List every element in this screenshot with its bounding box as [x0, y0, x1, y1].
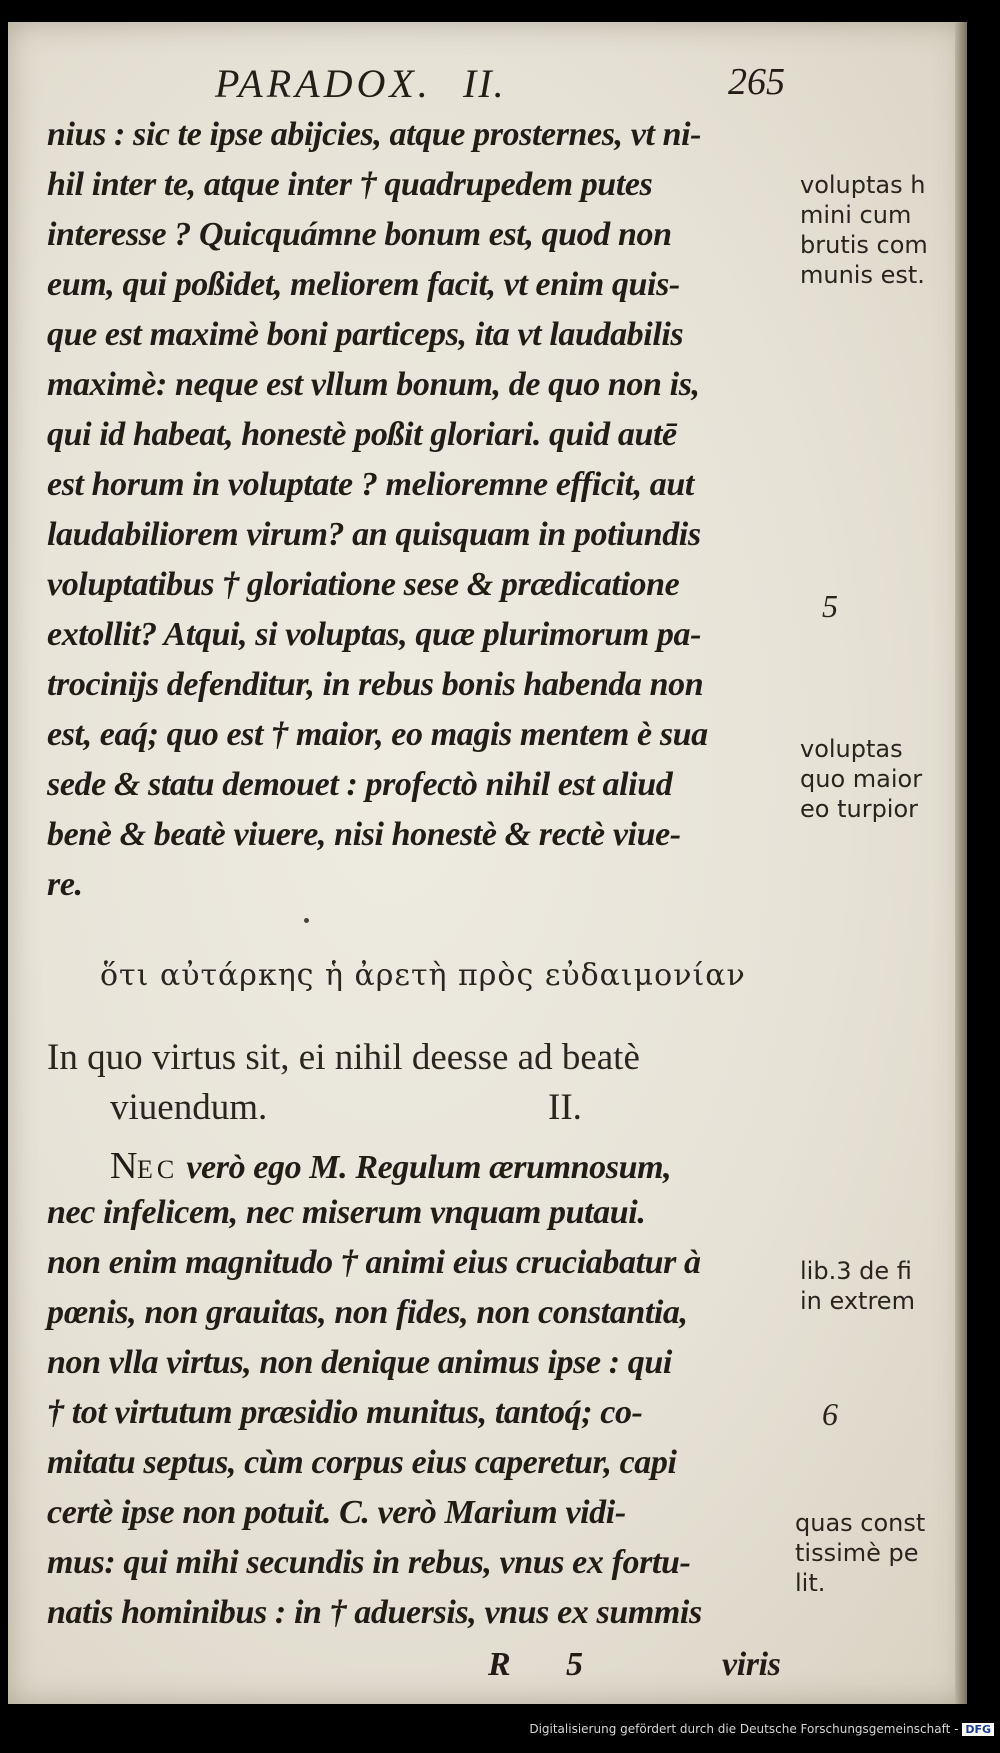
margin-note	[795, 1508, 925, 1598]
catchword: viris	[722, 1646, 781, 1683]
small-caps: EC	[137, 1155, 179, 1184]
running-head	[0, 60, 958, 110]
text-line: nius : sic te ipse abijcies, atque prosternes, vt ni-	[47, 116, 702, 153]
text-line: eum, qui poßidet, meliorem facit, vt enim quis-	[47, 266, 680, 303]
text-line: hil inter te, atque inter † quadrupedem putes	[47, 166, 653, 203]
text-line: certè ipse non potuit. C. verò Marium vidi-	[47, 1494, 626, 1531]
text-line: benè & beatè viuere, nisi honestè & rectè viue-	[47, 816, 681, 853]
text-line: sede & statu demouet : profectò nihil est aliud	[47, 766, 673, 803]
section-numeral: II.	[548, 1087, 582, 1128]
text-line: nec infelicem, nec miserum vnquam putaui.	[47, 1194, 646, 1231]
text-line: re.	[47, 866, 83, 903]
text-line: voluptatibus † gloriatione sese & prædicatione	[47, 566, 680, 603]
section-heading-line1: In quo virtus sit, ei nihil deesse ad beatè	[47, 1037, 640, 1078]
text-line: non enim magnitudo † animi eius cruciabatur à	[47, 1244, 701, 1281]
text-line: qui id habeat, honestè poßit gloriari. quid autē	[47, 416, 677, 453]
running-head-numeral: II.	[463, 61, 506, 106]
text-line: mus: qui mihi secundis in rebus, vnus ex fortu-	[47, 1544, 691, 1581]
margin-note-line: quas const	[795, 1509, 926, 1537]
margin-note-line: lit.	[795, 1569, 826, 1597]
signature-number: 5	[566, 1646, 583, 1683]
text-line: pœnis, non grauitas, non fides, non constantia,	[47, 1294, 688, 1331]
page-edge	[955, 22, 967, 1704]
text-line: mitatu septus, cùm corpus eius caperetur, capi	[47, 1444, 677, 1481]
margin-note-line: voluptas h	[800, 171, 926, 199]
margin-note	[800, 734, 922, 824]
margin-note-line: tissimè pe	[795, 1539, 919, 1567]
text-line: interesse ? Quicquámne bonum est, quod non	[47, 216, 672, 253]
footer-text: Digitalisierung gefördert durch die Deutsche Forschungsgemeinschaft -	[529, 1722, 959, 1736]
section-heading-line2: viuendum.	[110, 1087, 268, 1128]
margin-note-line: voluptas	[800, 735, 903, 763]
margin-note-line: in extrem	[800, 1287, 915, 1315]
text-line: est horum in voluptate ? melioremne efficit, aut	[47, 466, 694, 503]
text-line: natis hominibus : in † aduersis, vnus ex summis	[47, 1594, 702, 1631]
margin-number: 6	[822, 1396, 838, 1432]
margin-note-line: munis est.	[800, 261, 925, 289]
margin-note	[800, 170, 928, 290]
text-line: trocinijs defenditur, in rebus bonis habenda non	[47, 666, 704, 703]
margin-note-line: lib.3 de fi	[800, 1257, 912, 1285]
text-line: † tot virtutum præsidio munitus, tantoq́; co-	[47, 1394, 643, 1431]
running-head-title: PARADOX.	[215, 61, 432, 106]
dfg-logo: DFG	[962, 1723, 994, 1736]
text-line: non vlla virtus, non denique animus ipse : qui	[47, 1344, 672, 1381]
text-line: est, eaq́; quo est † maior, eo magis mentem è sua	[47, 716, 708, 753]
margin-note-line: mini cum	[800, 201, 912, 229]
signature-mark: R	[488, 1646, 511, 1683]
margin-note-line: eo turpior	[800, 795, 919, 823]
text-line: extollit? Atqui, si voluptas, quæ plurimorum pa-	[47, 616, 701, 653]
text-fragment: verò ego M. Regulum ærumnosum,	[178, 1149, 672, 1186]
text-line: maximè: neque est vllum bonum, de quo non is,	[47, 366, 700, 403]
margin-note	[800, 1256, 915, 1316]
text-line: laudabiliorem virum? an quisquam in potiundis	[47, 516, 701, 553]
text-line-first	[110, 1144, 671, 1188]
ink-speck	[304, 918, 309, 923]
margin-note-line: quo maior	[800, 765, 923, 793]
initial-letter: N	[110, 1145, 138, 1187]
greek-heading: ὅτι αὐτάρκης ἡ ἀρετὴ πρὸς εὐδαιμονίαν	[100, 958, 746, 993]
digitization-footer	[0, 1722, 1000, 1736]
page-number: 265	[728, 61, 785, 103]
margin-note-line: brutis com	[800, 231, 928, 259]
margin-number: 5	[822, 588, 838, 624]
text-line: que est maximè boni particeps, ita vt laudabilis	[47, 316, 684, 353]
